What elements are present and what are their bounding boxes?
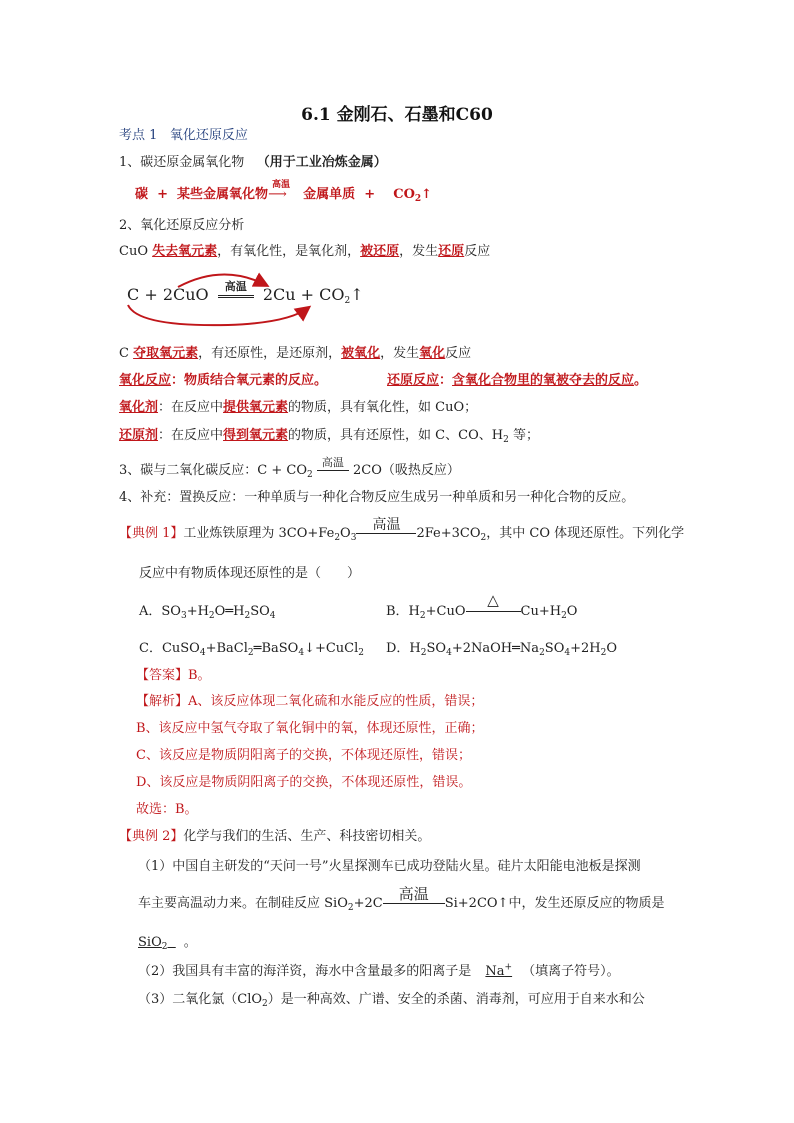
def-reduction-period: 。	[634, 373, 648, 388]
def-reducer-h2-sub: 2	[503, 435, 509, 445]
option-d-text: D．H	[386, 641, 421, 656]
def-reducer-text-2: 的物质，具有还原性，如 C、CO、H	[288, 428, 504, 443]
section-1-text: 1、碳还原金属氧化物	[119, 155, 245, 170]
ex2-q1-line-2	[138, 885, 665, 913]
option-d-sub-2: 4	[446, 648, 452, 658]
ex2-q1-text-3: Si+2CO↑中，发生还原反应的物质是	[444, 896, 665, 911]
option-c-sub-3: 4	[298, 648, 305, 658]
option-c-sub-4: 2	[358, 648, 365, 658]
eq1-plus: +	[157, 187, 168, 202]
heat-triangle-icon: △	[487, 591, 499, 609]
option-a-sub-4: 4	[269, 611, 276, 621]
ex2-q1-answer-line	[138, 931, 197, 952]
analysis-a-text: A、该反应体现二氧化硫和水能反应的性质，错误；	[188, 694, 484, 709]
cuo-line-lose-oxygen: 失去氧元素	[152, 244, 218, 259]
option-c-text: C．CuSO	[139, 641, 200, 656]
ex2-q1-condition: 高温	[398, 885, 429, 903]
option-b-text-3: Cu+H	[520, 604, 562, 619]
c-line	[119, 342, 471, 361]
option-a-text-4: SO	[250, 604, 270, 619]
c-line-oxidized: 被氧化	[341, 346, 381, 361]
equation-1	[135, 180, 433, 204]
option-c	[139, 637, 364, 658]
kaodian-heading	[119, 124, 248, 143]
ex2-q1-end: 。	[183, 935, 197, 950]
section-1	[119, 151, 387, 170]
definition-oxidizer	[119, 396, 477, 415]
ex2-q2-answer-text: Na	[485, 964, 505, 979]
option-b-text: B．H	[386, 604, 420, 619]
cuo-line-text-4: 反应	[464, 244, 491, 259]
def-oxidizer-text: ：在反应中	[158, 400, 224, 415]
ex1-sub-3: 2	[480, 533, 487, 543]
example-2-label: 【典例 2】	[119, 829, 184, 844]
option-a-sub-2: 2	[208, 611, 215, 621]
ex2-q1-condition-sign	[383, 885, 445, 911]
option-d-text-6: O	[606, 641, 618, 656]
c-line-text-2: ，有还原性，是还原剂，	[198, 346, 342, 361]
option-b	[386, 591, 578, 621]
eq2-co2-sub: 2	[344, 296, 351, 306]
eq1-co2-sub: 2	[414, 194, 422, 204]
def-oxidizer-key: 氧化剂	[119, 400, 159, 415]
cuo-line-reduction: 还原	[438, 244, 465, 259]
option-d-text-3: +2NaOH═Na	[451, 641, 540, 656]
def-oxidation-value: ：物质结合氧元素的反应。	[171, 373, 328, 388]
cuo-line-reduced: 被还原	[360, 244, 400, 259]
c-line-oxidation: 氧化	[419, 346, 446, 361]
ex2-q3-sub: 2	[262, 999, 268, 1009]
ex2-q2-answer	[475, 964, 522, 979]
page-title: 6.1 金刚石、石墨和C60	[301, 105, 493, 125]
option-c-text-4: ↓+CuCl	[304, 641, 359, 656]
option-b-text-2: +CuO	[425, 604, 466, 619]
ex1-stem-text-2: O	[340, 526, 351, 541]
section-4: 4、补充：置换反应：一种单质与一种化合物反应生成另一种单质和另一种化合物的反应。	[119, 490, 635, 505]
option-c-text-3: ═BaSO	[253, 641, 299, 656]
option-b-condition-sign	[466, 591, 521, 619]
ex1-condition-sign	[356, 517, 416, 541]
analysis-a	[136, 690, 483, 709]
example-1-label: 【典例 1】	[119, 526, 184, 541]
ex2-q1-answer-sub: 2	[161, 942, 168, 952]
option-a-text-3: O═H	[214, 604, 245, 619]
ex2-q2-answer-sup: +	[504, 962, 513, 973]
eq2-products: 2Cu + CO	[262, 285, 345, 304]
section-3-text: 3、碳与二氧化碳反应：C + CO	[119, 463, 307, 478]
eq2-up-arrow: ↑	[350, 285, 364, 304]
def-reducer-key: 还原剂	[119, 428, 159, 443]
kaodian-label: 考点 1	[119, 128, 158, 143]
example-1-stem	[119, 517, 685, 543]
ex1-stem-text-3: 2Fe+3CO	[416, 526, 481, 541]
ex2-q1-answer-text: SiO	[138, 935, 162, 950]
c-line-text-4: 反应	[445, 346, 472, 361]
eq1-carbon: 碳	[135, 187, 149, 202]
example-2-stem	[119, 825, 430, 844]
c-line-text: C	[119, 346, 134, 361]
option-c-text-2: +BaCl	[205, 641, 248, 656]
cuo-line-text-2: ，有氧化性，是氧化剂，	[217, 244, 361, 259]
option-d-sub-5: 2	[600, 648, 607, 658]
eq1-up-arrow: ↑	[421, 187, 433, 202]
example-2-intro: 化学与我们的生活、生产、科技密切相关。	[183, 829, 431, 844]
c-line-text-3: ，发生	[380, 346, 420, 361]
option-d-sub-1: 2	[420, 648, 427, 658]
example-1-stem-line-2: 反应中有物质体现还原性的是（ ）	[139, 566, 361, 581]
c-line-take-oxygen: 夺取氧元素	[133, 346, 199, 361]
eq1-condition: 高温	[272, 180, 291, 190]
ex2-q3-text-2: ）是一种高效、广谱、安全的杀菌、消毒剂，可应用于自来水和公	[267, 992, 645, 1007]
section-1-note: （用于工业冶炼金属）	[256, 155, 387, 170]
ex2-q1-line-1: （1）中国自主研发的“天问一号”火星探测车已成功登陆火星。硅片太阳能电池板是探测	[138, 859, 641, 874]
ex1-sub-1: 2	[334, 533, 341, 543]
eq2-condition-sign	[218, 280, 254, 304]
cuo-line	[119, 240, 490, 259]
def-reducer-obtain: 得到氧元素	[223, 428, 289, 443]
option-d-sub-4: 4	[564, 648, 571, 658]
ex2-q1-text: 车主要高温动力来。在制硅反应 SiO	[138, 896, 348, 911]
def-oxidizer-text-2: 的物质，具有氧化性，如 CuO；	[288, 400, 478, 415]
eq2-reactants: C + 2CuO	[127, 285, 209, 304]
section-3-text-2: 2CO（吸热反应）	[353, 463, 460, 478]
option-c-sub-2: 2	[247, 648, 254, 658]
ex1-condition: 高温	[372, 517, 401, 533]
example-1-answer: 【答案】B。	[136, 668, 211, 683]
eq1-metal: 金属单质	[303, 187, 356, 202]
eq1-co2: CO	[393, 187, 415, 202]
option-a-text: A．SO	[139, 604, 181, 619]
s3-condition-sign	[317, 456, 349, 478]
option-b-sub-2: 2	[561, 611, 567, 621]
lower-arc-arrow	[128, 305, 308, 325]
equation-2	[127, 280, 364, 306]
ex1-stem-text-4: ，其中 CO 体现还原性。下列化学	[486, 526, 685, 541]
ex2-q2-line	[138, 960, 620, 979]
analysis-c: C、该反应是物质阴阳离子的交换，不体现还原性，错误；	[136, 748, 471, 763]
def-reduction-colon: ：	[439, 373, 453, 388]
ex2-q1-answer	[138, 935, 184, 950]
ex2-q1-sub: 2	[347, 903, 354, 913]
option-b-sub-1: 2	[419, 611, 426, 621]
def-reducer-text-3: 等；	[508, 428, 539, 443]
option-d-text-4: SO	[544, 641, 565, 656]
option-d-sub-3: 2	[539, 648, 545, 658]
definition-oxidation	[119, 369, 327, 388]
ex1-stem-text: 工业炼铁原理为 3CO+Fe	[183, 526, 335, 541]
def-reducer-text: ：在反应中	[158, 428, 224, 443]
def-oxidation-key: 氧化反应	[119, 373, 172, 388]
ex2-q3-text: （3）二氧化氯（ClO	[138, 992, 263, 1007]
def-oxidizer-provide: 提供氧元素	[223, 400, 289, 415]
option-a	[139, 600, 276, 621]
ex1-sub-2: 3	[350, 533, 357, 543]
eq1-condition-arrow: 高温 ⟶	[268, 187, 294, 202]
analysis-label: 【解析】	[136, 694, 189, 709]
eq2-condition: 高温	[224, 280, 247, 293]
cuo-line-text-3: ，发生	[399, 244, 439, 259]
ex2-q1-text-2: +2C	[353, 896, 383, 911]
option-a-sub-3: 2	[244, 611, 251, 621]
ex2-q3-line	[138, 988, 645, 1009]
option-d-text-2: SO	[426, 641, 447, 656]
section-3	[119, 456, 460, 480]
analysis-b: B、该反应中氢气夺取了氧化铜中的氧，体现还原性，正确；	[136, 721, 484, 736]
option-a-sub-1: 3	[180, 611, 187, 621]
option-a-text-2: +H	[186, 604, 209, 619]
option-c-sub-1: 4	[199, 648, 206, 658]
analysis-choose: 故选：B。	[136, 802, 198, 817]
ex2-q2-text-2: （填离子符号）。	[522, 964, 620, 979]
s3-condition: 高温	[321, 456, 344, 469]
definition-reduction	[387, 369, 647, 388]
definition-reducer	[119, 424, 539, 445]
analysis-d: D、该反应是物质阴阳离子的交换，不体现还原性，错误。	[136, 775, 472, 790]
ex2-q2-text: （2）我国具有丰富的海洋资，海水中含量最多的阳离子是	[138, 964, 476, 979]
kaodian-text: 氧化还原反应	[169, 128, 248, 143]
cuo-line-text: CuO	[119, 244, 153, 259]
option-d	[386, 637, 617, 658]
eq1-oxide: 某些金属氧化物	[177, 187, 269, 202]
section-2: 2、氧化还原反应分析	[119, 218, 245, 233]
eq1-plus-2: +	[364, 187, 376, 202]
def-reduction-key: 还原反应	[387, 373, 440, 388]
def-reduction-value: 含氧化合物里的氧被夺去的反应	[452, 373, 635, 388]
section-3-sub: 2	[306, 470, 313, 480]
option-d-text-5: +2H	[570, 641, 601, 656]
option-b-text-4: O	[566, 604, 578, 619]
